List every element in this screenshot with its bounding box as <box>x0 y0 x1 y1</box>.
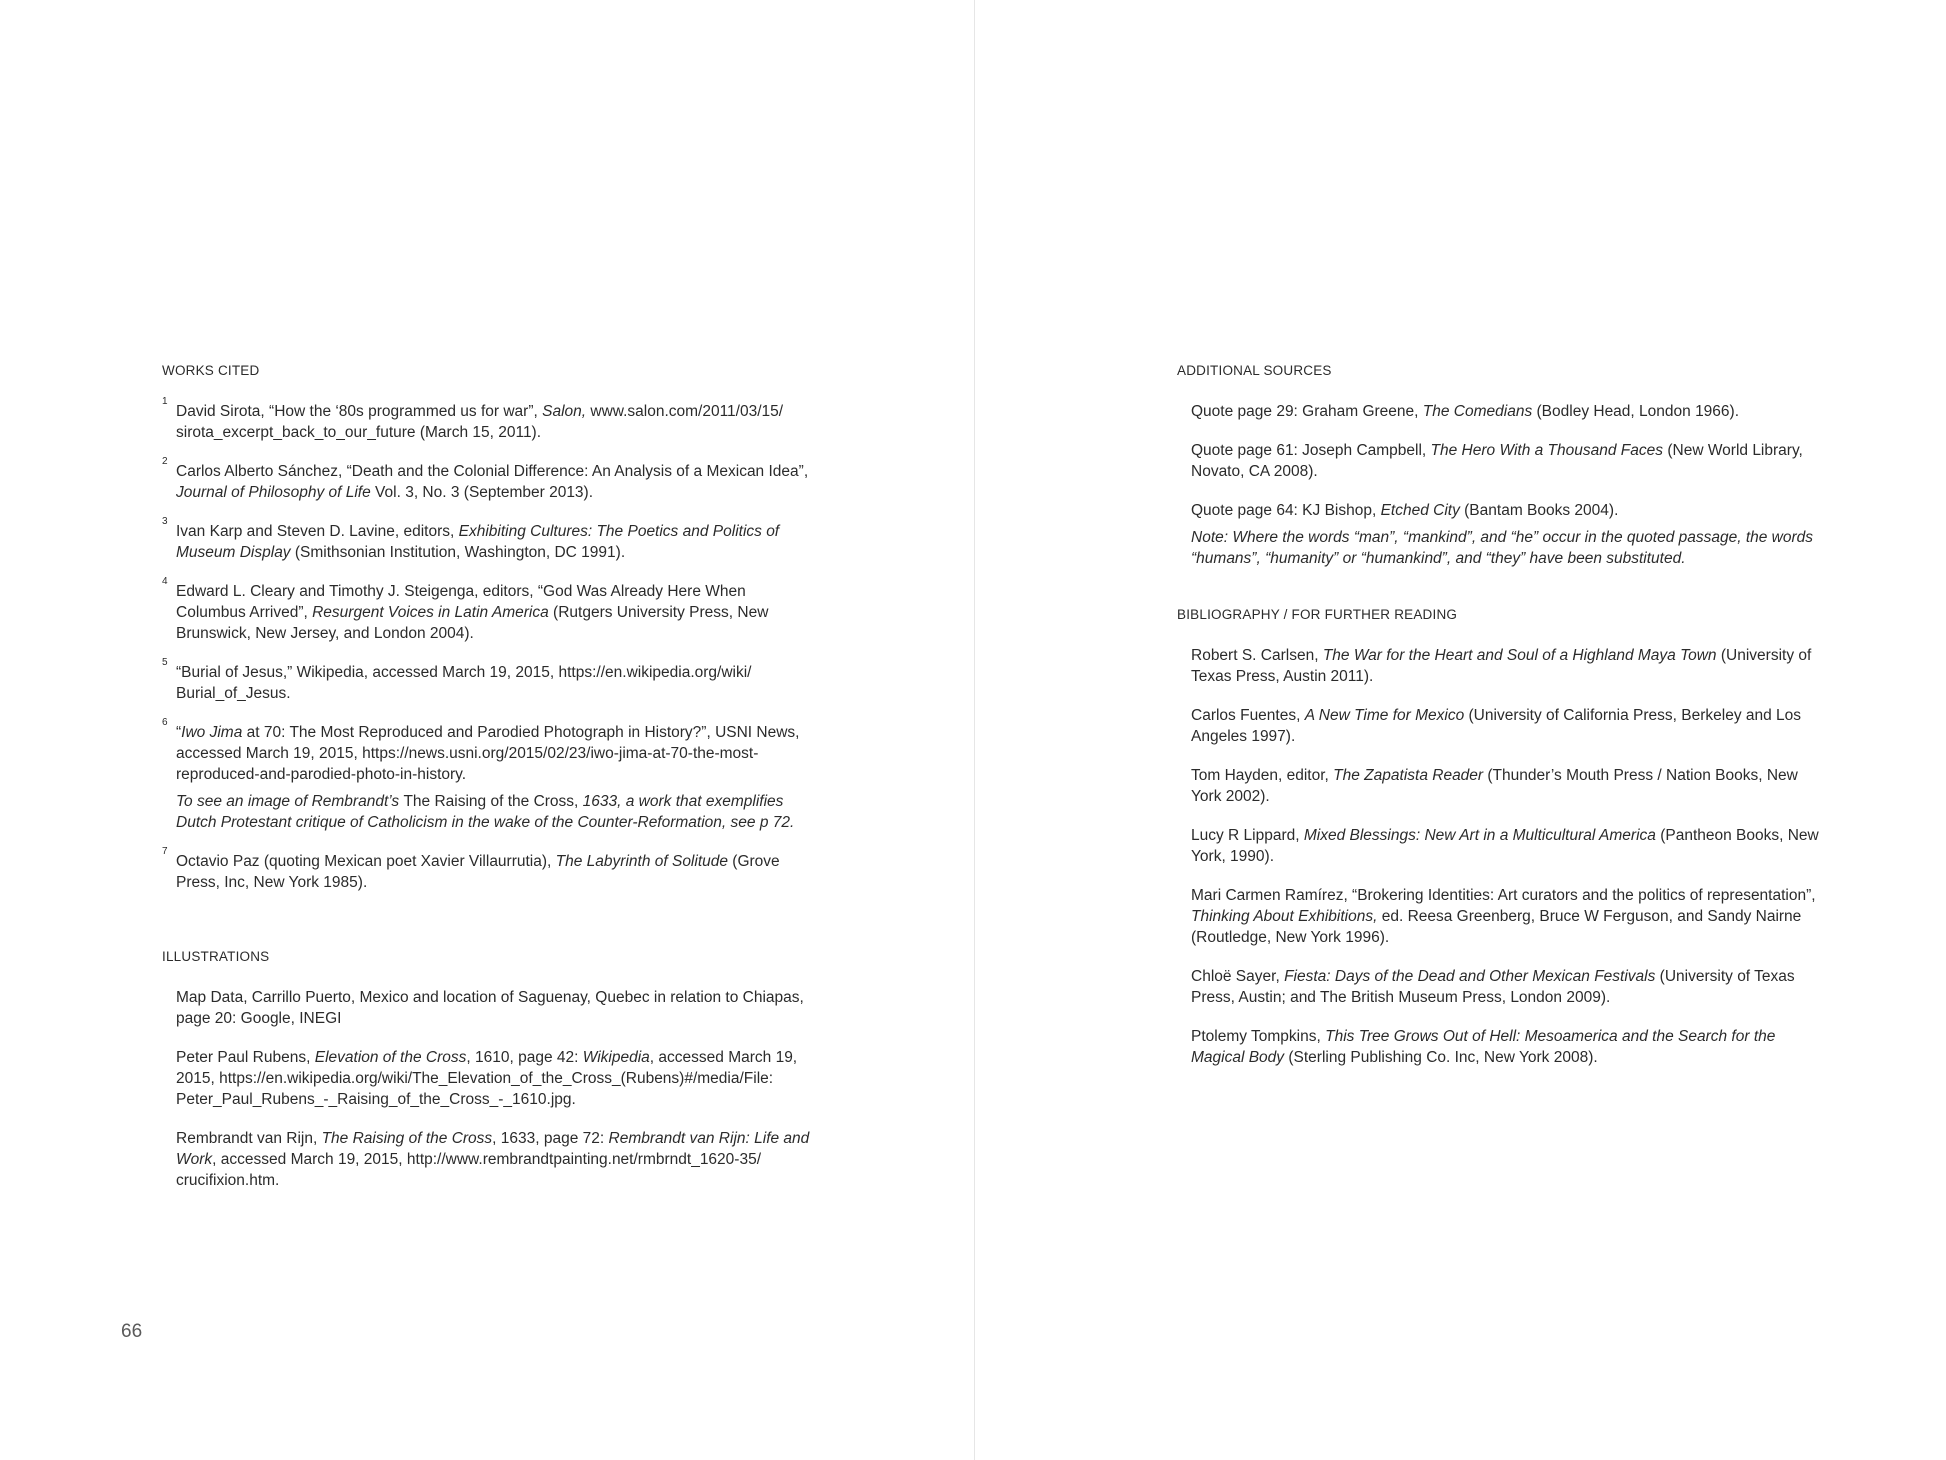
entry-note <box>176 791 812 833</box>
additional-sources-heading: ADDITIONAL SOURCES <box>1177 363 1332 378</box>
text-segment: “ <box>176 724 182 741</box>
text-segment: (Pantheon Books, New York, 1990). <box>1191 827 1819 865</box>
text-segment: (Rutgers University Press, New Brunswick, New Jersey, and London 2004). <box>176 604 769 642</box>
footnote-number: 7 <box>162 846 168 857</box>
page-gutter-divider <box>974 0 975 1460</box>
text-segment: Fiesta: Days of the Dead and Other Mexican Festivals <box>1284 968 1656 985</box>
text-segment: This Tree Grows Out of Hell: Mesoamerica and the Search for the Magical Body <box>1191 1028 1776 1066</box>
entry-text <box>176 851 812 893</box>
entry-text <box>1191 885 1827 948</box>
entry-text <box>176 662 812 704</box>
text-segment: The Hero With a Thousand Faces <box>1430 442 1664 459</box>
text-segment: (Sterling Publishing Co. Inc, New York 2008). <box>1284 1049 1598 1066</box>
footnote-number: 4 <box>162 576 168 587</box>
citation-entry <box>162 657 812 704</box>
entry-text <box>1191 825 1827 867</box>
text-segment: www.salon.com/2011/03/15/ sirota_excerpt_back_to_our_future (March 15, 2011). <box>176 403 784 441</box>
text-segment: at 70: The Most Reproduced and Parodied Photograph in History?”, USNI News, accessed March 19, 2015, https://news.usni.org/2015/02/23/iwo-jima-at-70-the-most-reproduced-and-parodied-photo-in-history. <box>176 724 800 783</box>
text-segment: (University of Texas Press, Austin; and The British Museum Press, London 2009). <box>1191 968 1795 1006</box>
text-segment: The Raising of the Cross, <box>403 793 579 810</box>
text-segment: (New World Library, Novato, CA 2008). <box>1191 442 1803 480</box>
text-segment: Carlos Fuentes, <box>1191 707 1305 724</box>
footnote-number: 5 <box>162 657 168 668</box>
text-segment: The Raising of the Cross <box>321 1130 493 1147</box>
text-segment: Robert S. Carlsen, <box>1191 647 1323 664</box>
bibliography-list <box>1177 645 1827 1068</box>
entry-text <box>1191 401 1827 422</box>
source-entry <box>1177 705 1827 747</box>
source-entry <box>1177 966 1827 1008</box>
text-segment: (Bodley Head, London 1966). <box>1532 403 1740 420</box>
text-segment: Chloë Sayer, <box>1191 968 1285 985</box>
text-segment: Mixed Blessings: New Art in a Multicultural America <box>1303 827 1656 844</box>
citation-entry <box>162 396 812 443</box>
text-segment: (Grove Press, Inc, New York 1985). <box>176 853 780 891</box>
footnote-number: 3 <box>162 516 168 527</box>
text-segment: Elevation of the Cross <box>314 1049 467 1066</box>
footnote-number: 1 <box>162 396 168 407</box>
entry-text <box>176 401 812 443</box>
entry-note <box>1191 527 1827 569</box>
text-segment: Quote page 64: KJ Bishop, <box>1191 502 1381 519</box>
source-entry <box>162 1128 812 1191</box>
source-entry <box>1177 1026 1827 1068</box>
text-segment: (University of Texas Press, Austin 2011). <box>1191 647 1812 685</box>
source-entry <box>1177 765 1827 807</box>
text-segment: Rembrandt van Rijn, <box>176 1130 322 1147</box>
illustrations-heading: ILLUSTRATIONS <box>162 949 270 964</box>
citation-entry <box>162 576 812 644</box>
entry-text <box>176 1047 812 1110</box>
source-entry <box>1177 440 1827 482</box>
text-segment: Exhibiting Cultures: The Poetics and Politics of Museum Display <box>176 523 780 561</box>
footnote-number: 6 <box>162 717 168 728</box>
works-cited-heading: WORKS CITED <box>162 363 260 378</box>
works-cited-list <box>162 396 812 893</box>
citation-entry <box>162 846 812 893</box>
text-segment: The War for the Heart and Soul of a Highland Maya Town <box>1322 647 1717 664</box>
text-segment: (Thunder’s Mouth Press / Nation Books, New York 2002). <box>1191 767 1798 805</box>
entry-text <box>176 521 812 563</box>
text-segment: , 1610, page 42: <box>466 1049 583 1066</box>
source-entry <box>162 1047 812 1110</box>
citation-entry <box>162 717 812 833</box>
footnote-number: 2 <box>162 456 168 467</box>
citation-entry <box>162 516 812 563</box>
entry-text <box>1191 500 1827 521</box>
text-segment: Vol. 3, No. 3 (September 2013). <box>370 484 594 501</box>
text-segment: (University of California Press, Berkeley and Los Angeles 1997). <box>1191 707 1802 745</box>
text-segment: Note: Where the words “man”, “mankind”, and “he” occur in the quoted passage, the words “humans”, “humanity” or “humankind”, and “they” have been substituted. <box>1191 529 1814 567</box>
text-segment: Edward L. Cleary and Timothy J. Steigenga, editors, “God Was Already Here When Columbus Arrived”, <box>176 583 746 621</box>
source-entry <box>1177 645 1827 687</box>
citation-entry <box>162 456 812 503</box>
text-segment: Peter Paul Rubens, <box>176 1049 315 1066</box>
text-segment: Lucy R Lippard, <box>1191 827 1304 844</box>
text-segment: Journal of Philosophy of Life <box>176 484 371 501</box>
entry-text <box>1191 1026 1827 1068</box>
source-entry <box>1177 885 1827 948</box>
text-segment: Resurgent Voices in Latin America <box>312 604 549 621</box>
text-segment: Iwo Jima <box>181 724 243 741</box>
entry-text <box>176 987 812 1029</box>
entry-text <box>1191 765 1827 807</box>
text-segment: ed. Reesa Greenberg, Bruce W Ferguson, and Sandy Nairne (Routledge, New York 1996). <box>1191 908 1802 946</box>
source-entry <box>1177 825 1827 867</box>
right-page-column <box>1177 363 1827 1086</box>
text-segment: A New Time for Mexico <box>1304 707 1465 724</box>
text-segment: Octavio Paz (quoting Mexican poet Xavier Villaurrutia), <box>176 853 556 870</box>
text-segment: Ivan Karp and Steven D. Lavine, editors, <box>176 523 459 540</box>
text-segment: , accessed March 19, 2015, https://en.wikipedia.org/wiki/The_Elevation_of_the_Cross_(Rubens)#/media/File: Peter_Paul_Rubens_-_Raising_of_the_Cross_-_1610.jpg. <box>176 1049 798 1108</box>
text-segment: The Zapatista Reader <box>1333 767 1484 784</box>
entry-text <box>1191 705 1827 747</box>
text-segment: Map Data, Carrillo Puerto, Mexico and location of Saguenay, Quebec in relation to Chiapas, page 20: Google, INEGI <box>176 989 804 1027</box>
text-segment: 1633, a work that exemplifies Dutch Protestant critique of Catholicism in the wake of the Counter-Reformation, see p 72. <box>176 793 795 831</box>
additional-sources-list <box>1177 401 1827 569</box>
source-entry <box>162 987 812 1029</box>
text-segment: The Comedians <box>1422 403 1533 420</box>
entry-text <box>176 722 812 785</box>
text-segment: Quote page 29: Graham Greene, <box>1191 403 1423 420</box>
text-segment: Wikipedia <box>582 1049 650 1066</box>
text-segment: Salon, <box>542 403 587 420</box>
text-segment: (Smithsonian Institution, Washington, DC 1991). <box>290 544 626 561</box>
text-segment: The Labyrinth of Solitude <box>555 853 728 870</box>
source-entry <box>1177 500 1827 569</box>
text-segment: “Burial of Jesus,” Wikipedia, accessed March 19, 2015, https://en.wikipedia.org/wiki/ Burial_of_Jesus. <box>176 664 752 702</box>
text-segment: Etched City <box>1380 502 1460 519</box>
entry-text <box>176 1128 812 1191</box>
text-segment: Ptolemy Tompkins, <box>1191 1028 1326 1045</box>
text-segment: To see an image of Rembrandt’s <box>176 793 404 810</box>
text-segment: Thinking About Exhibitions, <box>1191 908 1378 925</box>
entry-text <box>176 461 812 503</box>
text-segment: Carlos Alberto Sánchez, “Death and the Colonial Difference: An Analysis of a Mexican Idea”, <box>176 463 809 480</box>
text-segment: Quote page 61: Joseph Campbell, <box>1191 442 1431 459</box>
entry-text <box>1191 440 1827 482</box>
text-segment: David Sirota, “How the ‘80s programmed us for war”, <box>176 403 543 420</box>
text-segment: , accessed March 19, 2015, http://www.rembrandtpainting.net/rmbrndt_1620-35/ crucifixion.htm. <box>176 1151 762 1189</box>
text-segment: Tom Hayden, editor, <box>1191 767 1334 784</box>
entry-text <box>1191 645 1827 687</box>
entry-text <box>176 581 812 644</box>
source-entry <box>1177 401 1827 422</box>
bibliography-heading: BIBLIOGRAPHY / FOR FURTHER READING <box>1177 607 1458 622</box>
entry-text <box>1191 966 1827 1008</box>
illustrations-list <box>162 987 812 1191</box>
text-segment: Mari Carmen Ramírez, “Brokering Identities: Art curators and the politics of representation”, <box>1191 887 1816 904</box>
page-number: 66 <box>121 1321 143 1342</box>
text-segment: Rembrandt van Rijn: Life and Work <box>176 1130 810 1168</box>
text-segment: (Bantam Books 2004). <box>1459 502 1619 519</box>
text-segment: , 1633, page 72: <box>492 1130 609 1147</box>
left-page-column <box>162 363 812 1209</box>
